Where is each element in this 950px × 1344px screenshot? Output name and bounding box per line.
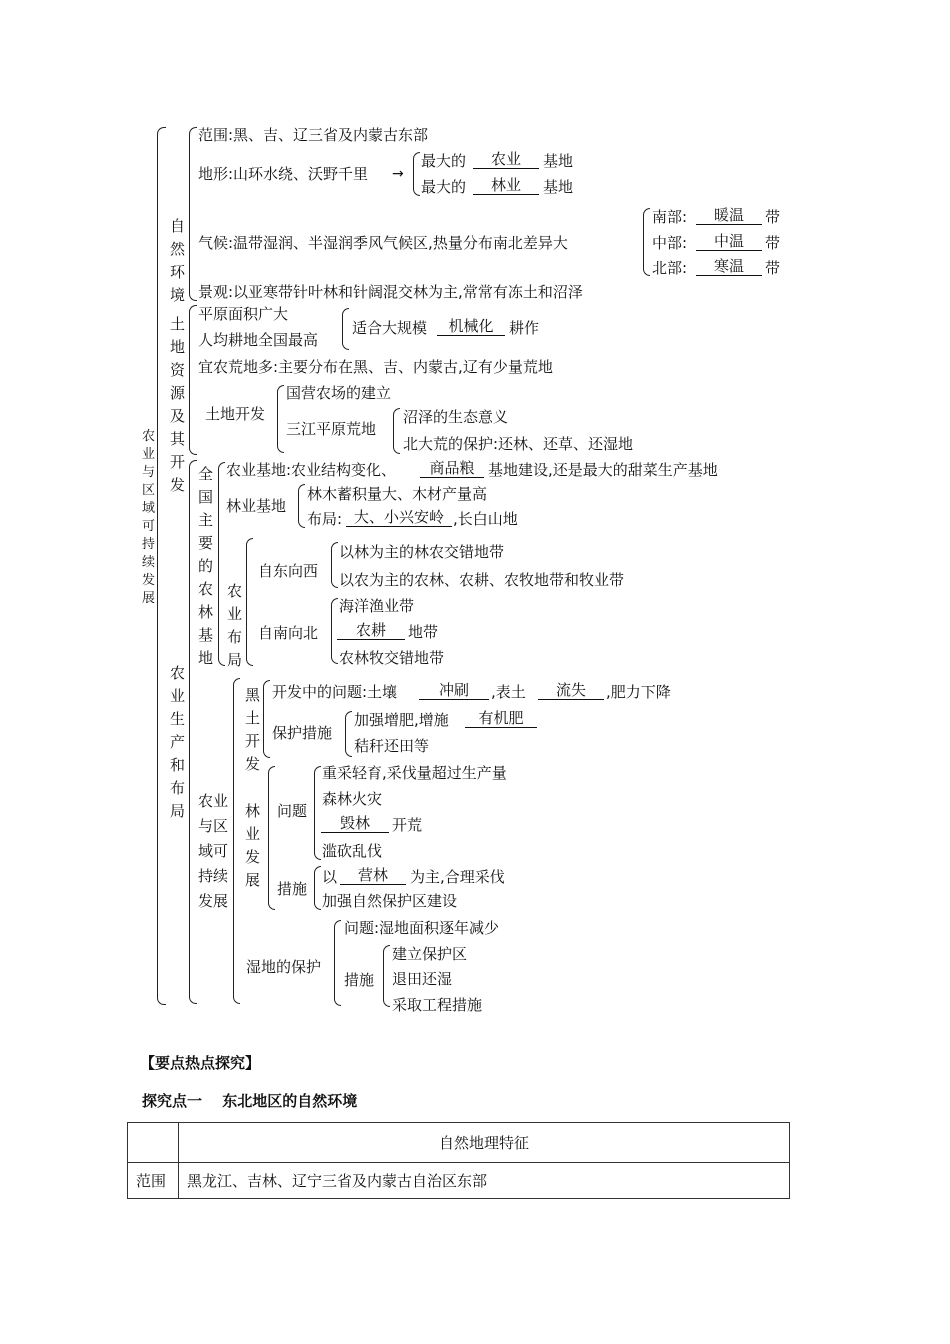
wet-measure-1: 建立保护区 [392,945,468,963]
agri-base-prefix: 农业基地:农业结构变化、 [226,461,397,479]
black-soil-label: 黑土开发 [244,686,260,773]
protect-text: 北大荒的保护:还林、还草、还湿地 [403,435,634,453]
section-subheading: 探究点一 东北地区的自然环境 [142,1092,358,1110]
largest-label-2: 最大的 [421,178,467,196]
wet-problem: 问题:湿地面积逐年减少 [344,919,500,937]
problem-prefix: 开发中的问题:土壤 [272,683,398,701]
black-soil-brace [263,680,270,758]
wet-measure-label: 措施 [344,971,375,989]
north-blank: 寒温 [696,257,762,276]
per-capita-text: 人均耕地全国最高 [198,331,319,349]
suitable-brace [342,308,349,350]
suitable-suffix: 耕作 [509,319,540,337]
bases-label: 全国主要的农林基地 [197,465,213,667]
forest-line-2-suffix: ,长白山地 [453,510,518,528]
section-heading: 【要点热点探究】 [140,1054,261,1072]
forest-base-label: 林业基地 [226,497,287,515]
wet-measure-2: 退田还湿 [392,970,453,988]
production-label: 农业生产和布局 [169,664,185,820]
forest-line-2-blank: 大、小兴安岭 [346,508,452,527]
largest-blank-2: 林业 [473,176,539,195]
issue-1: 重采轻育,采伐量超过生产量 [322,764,507,782]
sustain-brace [233,678,240,1004]
climate-brace [643,208,650,276]
sn-line-3: 农林牧交错地带 [339,649,445,667]
wet-measure-brace [383,945,390,1007]
m1-blank: 营林 [340,866,406,885]
fert-prefix: 加强增肥,增施 [354,711,449,729]
suitable-blank: 机械化 [437,317,505,336]
table-cell: 范围 [128,1163,179,1199]
forest-base-brace [298,484,305,528]
measure-brace [314,866,321,910]
east-west-label: 自东向西 [258,562,319,580]
bases-brace [218,462,225,666]
sanjiang-text: 三江平原荒地 [286,420,377,438]
east-west-brace [331,542,338,588]
north-label: 北部: [652,259,688,277]
issue-2: 森林火灾 [322,790,383,808]
issue-3-blank: 毁林 [321,814,389,833]
landscape-text: 景观:以亚寒带针叶林和针阔混交林为主,常常有冻土和沼泽 [198,283,583,301]
straw-text: 秸秆还田等 [354,737,430,755]
measures-label: 保护措施 [272,724,333,742]
sn-line-2-blank: 农耕 [337,621,405,640]
wasteland-text: 宜农荒地多:主要分布在黑、吉、内蒙古,辽有少量荒地 [198,358,553,376]
forestry-brace [268,766,275,910]
problem-mid: ,表土 [491,683,526,701]
forest-line-2-prefix: 布局: [307,510,343,528]
state-farm-text: 国营农场的建立 [286,384,392,402]
south-north-label: 自南向北 [258,624,319,642]
ew-line-1: 以林为主的林农交错地带 [339,543,505,561]
natural-label: 自然环境 [169,217,185,304]
m1-prefix: 以 [322,868,338,886]
table-header-cell: 自然地理特征 [179,1123,790,1163]
south-blank: 暖温 [696,206,762,225]
issue-3-suffix: 开荒 [392,816,423,834]
land-brace [189,305,197,455]
sn-line-1: 海洋渔业带 [339,597,415,615]
wet-measure-3: 采取工程措施 [392,996,483,1014]
wetland-brace [334,920,341,1006]
sn-line-2-suffix: 地带 [408,623,439,641]
plain-area-text: 平原面积广大 [198,305,289,323]
scope-text: 范围:黑、吉、辽三省及内蒙古东部 [198,126,429,144]
belt-2: 带 [765,234,781,252]
root-label: 农业与区域可持续发展 [141,429,155,606]
agri-base-suffix: 基地建设,还是最大的甜菜生产基地 [488,461,718,479]
measure-label: 措施 [277,880,308,898]
base-label-2: 基地 [543,178,574,196]
problem-blank-1: 冲刷 [419,681,489,700]
issues-brace [314,766,321,860]
layout-brace [246,538,253,666]
south-label: 南部: [652,208,688,226]
middle-label: 中部: [652,234,688,252]
agri-base-blank: 商品粮 [420,459,484,478]
swamp-text: 沼泽的生态意义 [403,408,509,426]
sanjiang-brace [393,408,400,454]
m2-text: 加强自然保护区建设 [322,892,458,910]
features-table [127,1122,790,1199]
base-label-1: 基地 [543,152,574,170]
table-cell: 黑龙江、吉林、辽宁三省及内蒙古自治区东部 [179,1163,790,1199]
measures-brace [345,711,352,757]
problem-blank-2: 流失 [538,681,604,700]
land-label: 土地资源及其开发 [169,315,185,494]
ew-line-2: 以农为主的农林、农耕、农牧地带和牧业带 [339,571,625,589]
problem-suffix: ,肥力下降 [606,683,671,701]
issue-4: 滥砍乱伐 [322,842,383,860]
largest-brace [413,152,420,196]
forestry-label: 林业发展 [244,802,260,889]
production-brace [189,460,197,1004]
arrow-icon: → [392,166,404,182]
largest-label-1: 最大的 [421,152,467,170]
wetland-label: 湿地的保护 [246,958,322,976]
belt-1: 带 [765,208,781,226]
natural-brace [189,127,197,301]
suitable-prefix: 适合大规模 [352,319,428,337]
table-header-cell [128,1123,179,1163]
root-brace [157,127,166,1005]
table-header-row [128,1123,790,1163]
sustain-label: 农业与区域可持续发展 [197,792,228,910]
fert-blank: 有机肥 [465,709,537,728]
dev-brace [277,385,284,453]
m1-suffix: 为主,合理采伐 [410,868,505,886]
forest-line-1: 林木蓄积量大、木材产量高 [307,485,488,503]
belt-3: 带 [765,259,781,277]
issues-label: 问题 [277,802,308,820]
largest-blank-1: 农业 [473,150,539,169]
middle-blank: 中温 [696,232,762,251]
climate-text: 气候:温带湿润、半湿润季风气候区,热量分布南北差异大 [198,234,568,252]
table-row [128,1163,790,1199]
land-dev-label: 土地开发 [205,405,266,423]
terrain-text: 地形:山环水绕、沃野千里 [198,165,369,183]
layout-label: 农业布局 [226,582,242,669]
